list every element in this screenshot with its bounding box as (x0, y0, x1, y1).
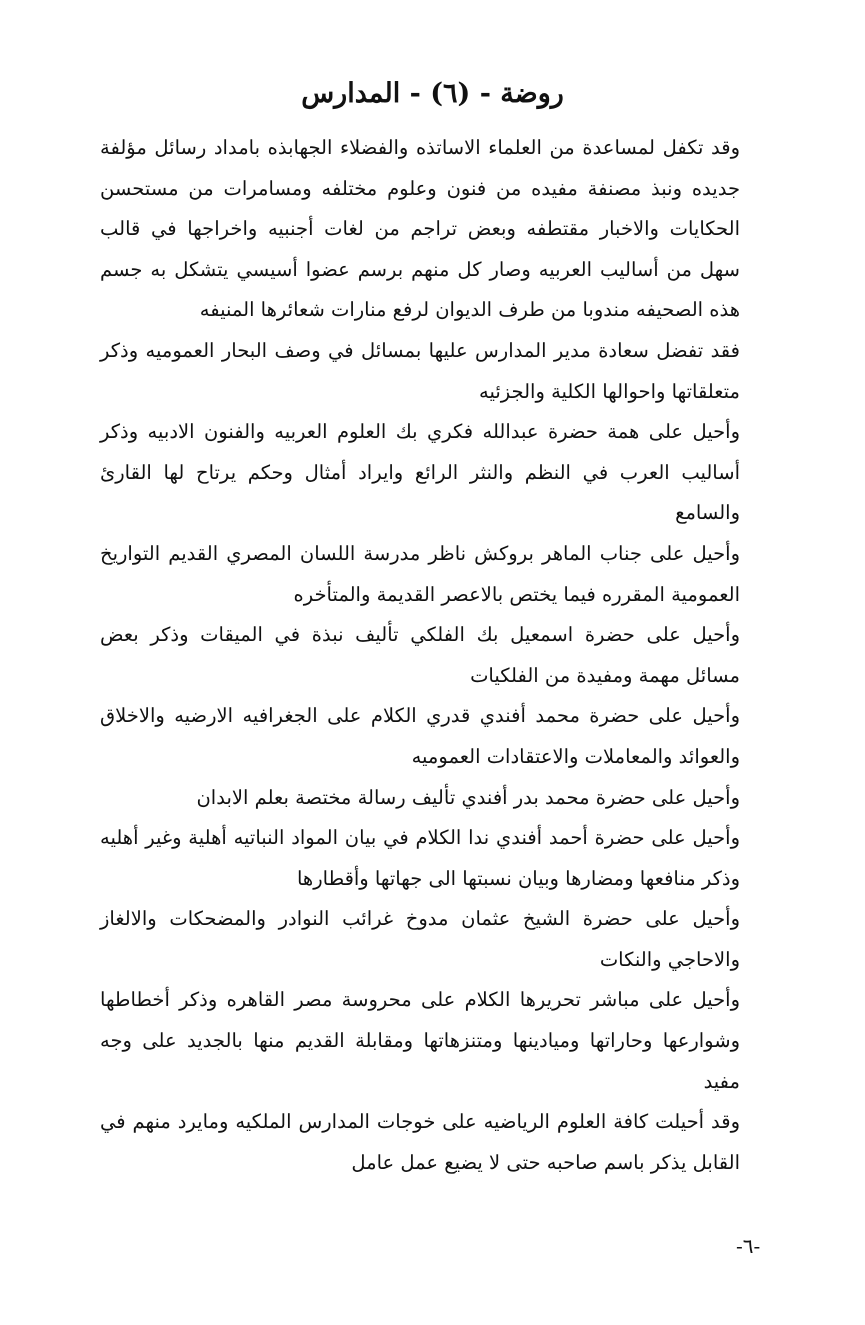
paragraph-brugsch: وأحيل على جناب الماهر بروكش ناظر مدرسة اللسان المصري القديم التواريخ العمومية المقرره فيما يختص بالاعصر القديمة والمتأخره (100, 541, 740, 606)
paragraph-muhammad-badr: وأحيل على حضرة محمد بدر أفندي تأليف رسالة مختصة بعلم الابدان (196, 785, 740, 809)
paragraph-cairo: وأحيل على مباشر تحريرها الكلام على محروسة مصر القاهره وذكر أخطاطها وشوارعها وحاراتها وميادينها ومتنزهاتها ومقابلة القديم منها بالجديد على وجه مفيد (100, 988, 740, 1093)
paragraph-mathematics: وقد أحيلت كافة العلوم الرياضيه على خوجات المدارس الملكيه ومايرد منهم في القابل يذكر باسم صاحبه حتى لا يضيع عمل عامل (100, 1110, 740, 1174)
page-header: روضة - (٦) - المدارس (301, 78, 564, 109)
paragraph-intro: وقد تكفل لمساعدة من العلماء الاساتذه والفضلاء الجهابذه بامداد رسائل مؤلفة جديده ونبذ مصنفة مفيده من فنون وعلوم مختلفه ومسامرات من مستحسن الحكايات والاخبار مقتطفه وبعض تراجم من لغات أجنبيه واخراجها في قالب سهل من أساليب العربيه وصار كل منهم برسم عضوا أسيسي يتشكل به جسم هذه الصحيفه مندوبا من طرف الديوان لرفع منارات شعائرها المنيفه (100, 136, 740, 322)
paragraph-ismail-falaki: وأحيل على حضرة اسمعيل بك الفلكي تأليف نبذة في الميقات وذكر بعض مسائل مهمة ومفيدة من الفلكيات (100, 623, 740, 687)
page-number: -٦- (736, 1234, 761, 1258)
body-text (100, 128, 740, 1183)
paragraph-muhammad-qadri: وأحيل على حضرة محمد أفندي قدري الكلام على الجغرافيه الارضيه والاخلاق والعوائد والمعاملات والاعتقادات العموميه (100, 704, 740, 768)
paragraph-ahmad-nada: وأحيل على حضرة أحمد أفندي ندا الكلام في بيان المواد النباتيه أهلية وغير أهليه وذكر منافعها ومضارها وبيان نسبتها الى جهاتها وأقطارها (100, 826, 740, 890)
paragraph-abdallah-fikri: وأحيل على همة حضرة عبدالله فكري بك العلوم العربيه والفنون الادبيه وذكر أساليب العرب في النظم والنثر الرائع وايراد أمثال وحكم يرتاح لها القارئ والسامع (100, 420, 740, 525)
paragraph-director: فقد تفضل سعادة مدير المدارس عليها بمسائل في وصف البحار العموميه وذكر متعلقاتها واحوالها الكلية والجزئيه (100, 338, 740, 403)
paragraph-uthman-madukh: وأحيل على حضرة الشيخ عثمان مدوخ غرائب النوادر والمضحكات والالغاز والاحاجي والنكات (100, 907, 740, 971)
